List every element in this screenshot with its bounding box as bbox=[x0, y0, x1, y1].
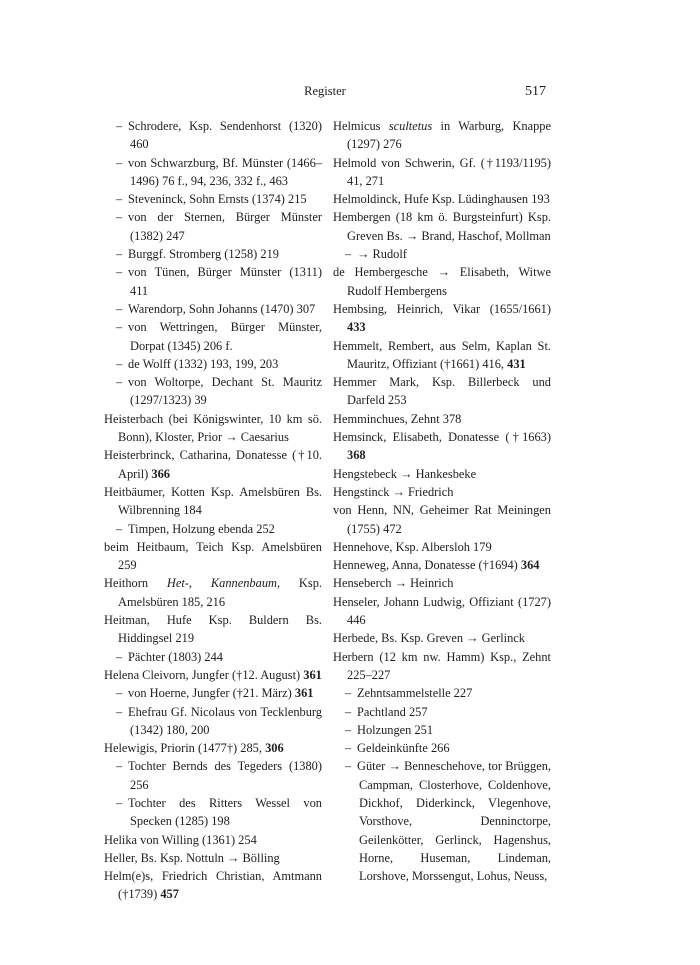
entry-text: Tochter des Ritters Wessel von Specken (1285) 198 bbox=[128, 795, 322, 829]
index-entry bbox=[104, 538, 322, 575]
entry-text: Hengstebeck → Hankesbeke bbox=[333, 466, 477, 481]
index-entry bbox=[333, 465, 551, 483]
entry-text: Helmoldinck, Hufe Ksp. Lüdinghausen 193 bbox=[333, 192, 550, 207]
entry-text: Helika von Willing (1361) 254 bbox=[104, 832, 257, 847]
entry-text: Heisterbrinck, Catharina, Donatesse (†10. April) bbox=[104, 448, 322, 481]
index-entry bbox=[104, 849, 322, 867]
page-reference-bold: 433 bbox=[347, 320, 366, 335]
index-entry bbox=[104, 611, 322, 648]
index-subentry bbox=[104, 190, 322, 208]
entry-text: Hembsing, Heinrich, Vikar (1655/1661) bbox=[333, 301, 551, 316]
index-column-left bbox=[104, 117, 322, 904]
index-entry bbox=[333, 629, 551, 647]
entry-text: Geldeinkünfte 266 bbox=[357, 741, 450, 756]
entry-text: de Wolff (1332) 193, 199, 203 bbox=[128, 356, 279, 371]
index-entry bbox=[104, 410, 322, 447]
page-reference-bold: 361 bbox=[303, 667, 322, 682]
page-reference-bold: 431 bbox=[507, 356, 526, 371]
index-subentry bbox=[104, 373, 322, 410]
entry-text: de Hembergesche → Elisabeth, Witwe Rudolf Hembergens bbox=[333, 265, 551, 298]
entry-text: Helmicus bbox=[333, 119, 389, 133]
entry-text: Heitbäumer, Kotten Ksp. Amelsbüren Bs. Wilbrenning 184 bbox=[104, 484, 322, 518]
index-entry bbox=[333, 428, 551, 465]
entry-text: Hemmer Mark, Ksp. Billerbeck und Darfeld 253 bbox=[333, 375, 551, 408]
index-entry bbox=[333, 154, 551, 191]
entry-text: von der Sternen, Bürger Münster (1382) 247 bbox=[128, 210, 322, 243]
page-header bbox=[104, 84, 546, 104]
entry-text: Hengstinck → Friedrich bbox=[333, 484, 454, 499]
italic-term: scultetus bbox=[388, 119, 433, 133]
page-reference-bold: 306 bbox=[265, 741, 284, 756]
index-subentry bbox=[333, 684, 551, 702]
index-subentry bbox=[333, 703, 551, 721]
index-subentry bbox=[104, 154, 322, 191]
entry-text: Helmold von Schwerin, Gf. (†1193/1195) 41, 271 bbox=[333, 155, 551, 188]
index-subentry bbox=[333, 757, 551, 885]
index-subentry bbox=[104, 757, 322, 794]
page-reference-bold: 368 bbox=[347, 448, 366, 463]
entry-text: Henseler, Johann Ludwig, Offiziant (1727) 446 bbox=[333, 594, 551, 628]
index-entry bbox=[333, 556, 551, 574]
index-entry bbox=[333, 538, 551, 556]
entry-text: Hembergen (18 km ö. Burgsteinfurt) Ksp. Greven Bs. → Brand, Haschof, Mollman bbox=[333, 210, 551, 243]
index-subentry bbox=[104, 300, 322, 318]
index-entry bbox=[333, 337, 551, 374]
entry-text: von Tünen, Bürger Münster (1311) 411 bbox=[128, 265, 322, 298]
index-subentry bbox=[333, 721, 551, 739]
entry-text: beim Heitbaum, Teich Ksp. Amelsbüren 259 bbox=[104, 539, 322, 573]
entry-text: Burggf. Stromberg (1258) 219 bbox=[128, 247, 279, 262]
index-entry bbox=[104, 666, 322, 684]
entry-text: Helena Cleivorn, Jungfer (†12. August) bbox=[104, 667, 304, 682]
index-entry bbox=[104, 446, 322, 483]
entry-text: Helewigis, Priorin (1477†) 285, bbox=[104, 741, 266, 756]
index-entry bbox=[333, 263, 551, 300]
index-entry bbox=[333, 117, 551, 154]
entry-text: Heitman, Hufe Ksp. Buldern Bs. Hiddingsel 219 bbox=[104, 613, 322, 646]
entry-text: von Henn, NN, Geheimer Rat Meiningen (1755) 472 bbox=[333, 503, 551, 536]
index-subentry bbox=[104, 263, 322, 300]
index-entry bbox=[333, 501, 551, 538]
index-entry bbox=[104, 867, 322, 904]
index-subentry bbox=[333, 245, 551, 263]
entry-text: Güter → Benneschehove, tor Brüggen, Campman, Closterhove, Coldenhove, Dickhof, Diderkinck, Vlegenhove, Vorsthove, Denninctorpe, Geilenkötter, Gerlinck, Hagenshus, Horne, Huseman, Lindeman, Lorshove, Morssengut, Lohus, Neuss, bbox=[357, 759, 551, 884]
entry-text: Steveninck, Sohn Ernsts (1374) 215 bbox=[128, 192, 307, 207]
index-entry bbox=[104, 483, 322, 520]
italic-term: Het-, Kannenbaum bbox=[166, 576, 277, 591]
entry-text: Hemmelt, Rembert, aus Selm, Kaplan St. Mauritz, Offiziant (†1661) 416, bbox=[333, 338, 551, 371]
page-reference-bold: 364 bbox=[520, 558, 540, 573]
entry-text: Heller, Bs. Ksp. Nottuln → Bölling bbox=[104, 850, 280, 865]
index-entry bbox=[104, 574, 322, 611]
entry-text: Pachtland 257 bbox=[357, 704, 428, 719]
index-subentry bbox=[104, 245, 322, 263]
entry-text: Henseberch → Heinrich bbox=[333, 576, 454, 591]
index-entry bbox=[333, 574, 551, 592]
index-subentry bbox=[104, 703, 322, 740]
index-entry bbox=[333, 410, 551, 428]
page-reference-bold: 366 bbox=[151, 466, 170, 481]
entry-text: von Hoerne, Jungfer (†21. März) bbox=[128, 686, 295, 701]
index-subentry bbox=[104, 208, 322, 245]
page-reference-bold: 361 bbox=[294, 686, 314, 701]
index-column-right bbox=[333, 117, 551, 885]
entry-text: Hemminchues, Zehnt 378 bbox=[333, 411, 462, 426]
index-subentry bbox=[104, 648, 322, 666]
entry-text: Heithorn bbox=[104, 576, 167, 591]
entry-text: Henneweg, Anna, Donatesse (†1694) bbox=[333, 558, 521, 573]
entry-text: Timpen, Holzung ebenda 252 bbox=[128, 521, 275, 536]
index-subentry bbox=[104, 520, 322, 538]
page-title: Register bbox=[304, 84, 346, 98]
index-entry bbox=[333, 208, 551, 245]
entry-text: von Schwarzburg, Bf. Münster (1466–1496) 76 f., 94, 236, 332 f., 463 bbox=[128, 155, 322, 188]
entry-text: Hennehove, Ksp. Albersloh 179 bbox=[333, 539, 492, 554]
entry-text: Heisterbach (bei Königswinter, 10 km sö. Bonn), Kloster, Prior → Caesarius bbox=[104, 411, 322, 445]
entry-text: Warendorp, Sohn Johanns (1470) 307 bbox=[128, 301, 316, 316]
entry-text: von Woltorpe, Dechant St. Mauritz (1297/1323) 39 bbox=[128, 375, 322, 408]
entry-text: Ehefrau Gf. Nicolaus von Tecklenburg (1342) 180, 200 bbox=[128, 704, 322, 737]
entry-text: in Warburg, Knappe (1297) 276 bbox=[347, 119, 551, 152]
entry-text: Herbern (12 km nw. Hamm) Ksp., Zehnt 225–227 bbox=[333, 649, 551, 682]
index-subentry bbox=[104, 318, 322, 355]
index-entry bbox=[333, 300, 551, 337]
entry-text: Tochter Bernds des Tegeders (1380) 256 bbox=[128, 759, 322, 792]
entry-text: Herbede, Bs. Ksp. Greven → Gerlinck bbox=[333, 631, 526, 646]
index-entry bbox=[333, 593, 551, 630]
entry-text: → Rudolf bbox=[357, 247, 407, 262]
page-number: 517 bbox=[525, 84, 546, 99]
page-reference-bold: 457 bbox=[160, 887, 179, 902]
index-subentry bbox=[104, 794, 322, 831]
index-entry bbox=[333, 373, 551, 410]
index-subentry bbox=[104, 355, 322, 373]
index-subentry bbox=[104, 117, 322, 154]
index-subentry bbox=[104, 684, 322, 702]
index-entry bbox=[333, 648, 551, 685]
index-entry bbox=[104, 739, 322, 757]
index-entry bbox=[333, 483, 551, 501]
entry-text: Hemsinck, Elisabeth, Donatesse (†1663) bbox=[333, 430, 551, 445]
entry-text: Helm(e)s, Friedrich Christian, Amtmann (†1739) bbox=[104, 869, 322, 902]
index-entry bbox=[104, 831, 322, 849]
entry-text: von Wettringen, Bürger Münster, Dorpat (1345) 206 f. bbox=[128, 320, 322, 353]
entry-text: Holzungen 251 bbox=[357, 722, 434, 737]
index-entry bbox=[333, 190, 551, 208]
entry-text: Zehntsammelstelle 227 bbox=[357, 686, 473, 701]
entry-text: Schrodere, Ksp. Sendenhorst (1320) 460 bbox=[128, 119, 322, 152]
index-subentry bbox=[333, 739, 551, 757]
entry-text: Pächter (1803) 244 bbox=[128, 649, 223, 664]
entry-text: , Ksp. Amelsbüren 185, 216 bbox=[118, 576, 322, 609]
